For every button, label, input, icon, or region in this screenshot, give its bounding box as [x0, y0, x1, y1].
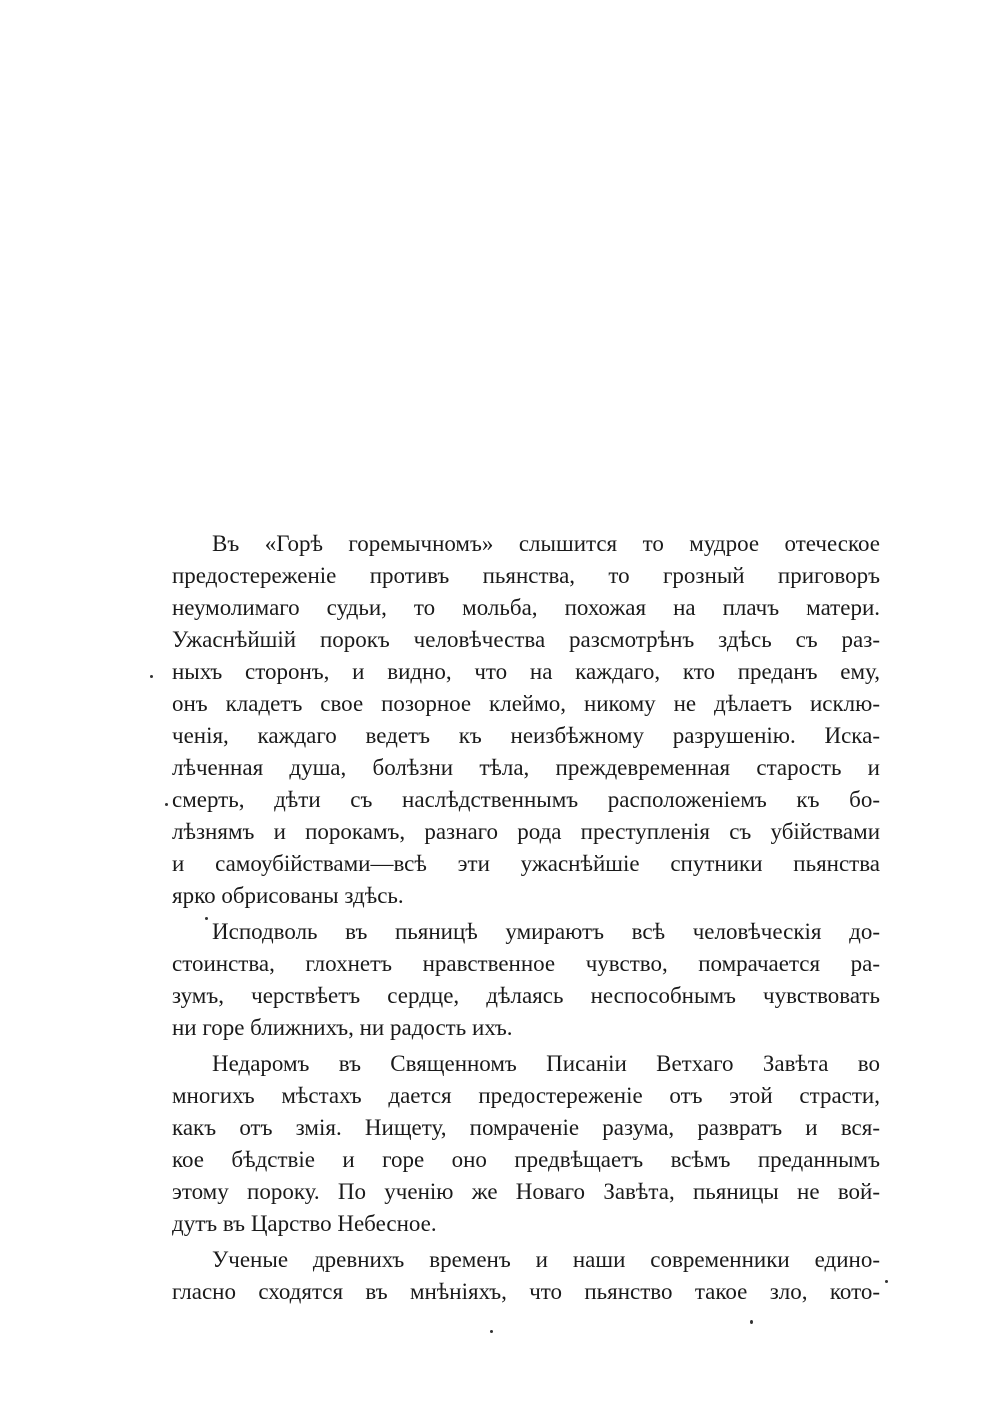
scan-speck — [885, 1280, 888, 1283]
scan-speck — [205, 917, 208, 920]
text-line: Въ «Горѣ горемычномъ» слышится то мудрое отеческое — [212, 531, 880, 556]
paragraph-3 — [172, 1048, 880, 1240]
text-line: Недаромъ въ Священномъ Писаніи Ветхаго Завѣта во — [212, 1051, 880, 1076]
text-line: зумъ, черствѣетъ сердце, дѣлаясь неспособнымъ чувствовать — [172, 983, 880, 1008]
text-line: неумолимаго судьи, то мольба, похожая на плачъ матери. — [172, 595, 880, 620]
scan-speck — [165, 803, 168, 806]
text-line: ни горе ближнихъ, ни радость ихъ. — [172, 1015, 513, 1040]
text-line: дутъ въ Царство Небесное. — [172, 1211, 437, 1236]
text-line: онъ кладетъ свое позорное клеймо, никому не дѣлаетъ исклю- — [172, 691, 880, 716]
text-line: Исподволь въ пьяницѣ умираютъ всѣ человѣческія до- — [212, 919, 880, 944]
text-line: Ужаснѣйшій порокъ человѣчества разсмотрѣнъ здѣсь съ раз- — [172, 627, 880, 652]
text-line: ныхъ сторонъ, и видно, что на каждаго, кто преданъ ему, — [172, 659, 880, 684]
text-line: кое бѣдствіе и горе оно предвѣщаетъ всѣмъ преданнымъ — [172, 1147, 880, 1172]
text-line: предостереженіе противъ пьянства, то грозный приговоръ — [172, 563, 880, 588]
text-line: стоинства, глохнетъ нравственное чувство, помрачается ра- — [172, 951, 880, 976]
text-line: многихъ мѣстахъ дается предостереженіе отъ этой страсти, — [172, 1083, 880, 1108]
scan-speck — [490, 1330, 493, 1333]
text-line: смерть, дѣти съ наслѣдственнымъ расположеніемъ къ бо- — [172, 787, 880, 812]
text-line: ярко обрисованы здѣсь. — [172, 883, 404, 908]
text-line: ченія, каждаго ведетъ къ неизбѣжному разрушенію. Иска- — [172, 723, 880, 748]
paragraph-2 — [172, 916, 880, 1044]
text-line: и самоубійствами—всѣ эти ужаснѣйшіе спутники пьянства — [172, 851, 880, 876]
text-line: лѣченная душа, болѣзни тѣла, преждевременная старость и — [172, 755, 880, 780]
text-line: лѣзнямъ и порокамъ, разнаго рода преступленія съ убійствами — [172, 819, 880, 844]
text-line: какъ отъ змія. Нищету, помраченіе разума, развратъ и вся- — [172, 1115, 880, 1140]
text-line: Ученые древнихъ временъ и наши современники едино- — [212, 1247, 880, 1272]
text-line: гласно сходятся въ мнѣніяхъ, что пьянство такое зло, кото- — [172, 1279, 880, 1304]
page-text — [172, 528, 880, 1312]
scan-speck — [750, 1320, 753, 1324]
scan-speck — [150, 675, 153, 678]
paragraph-1 — [172, 528, 880, 912]
text-line: этому пороку. По ученію же Новаго Завѣта, пьяницы не вой- — [172, 1179, 880, 1204]
paragraph-4 — [172, 1244, 880, 1308]
